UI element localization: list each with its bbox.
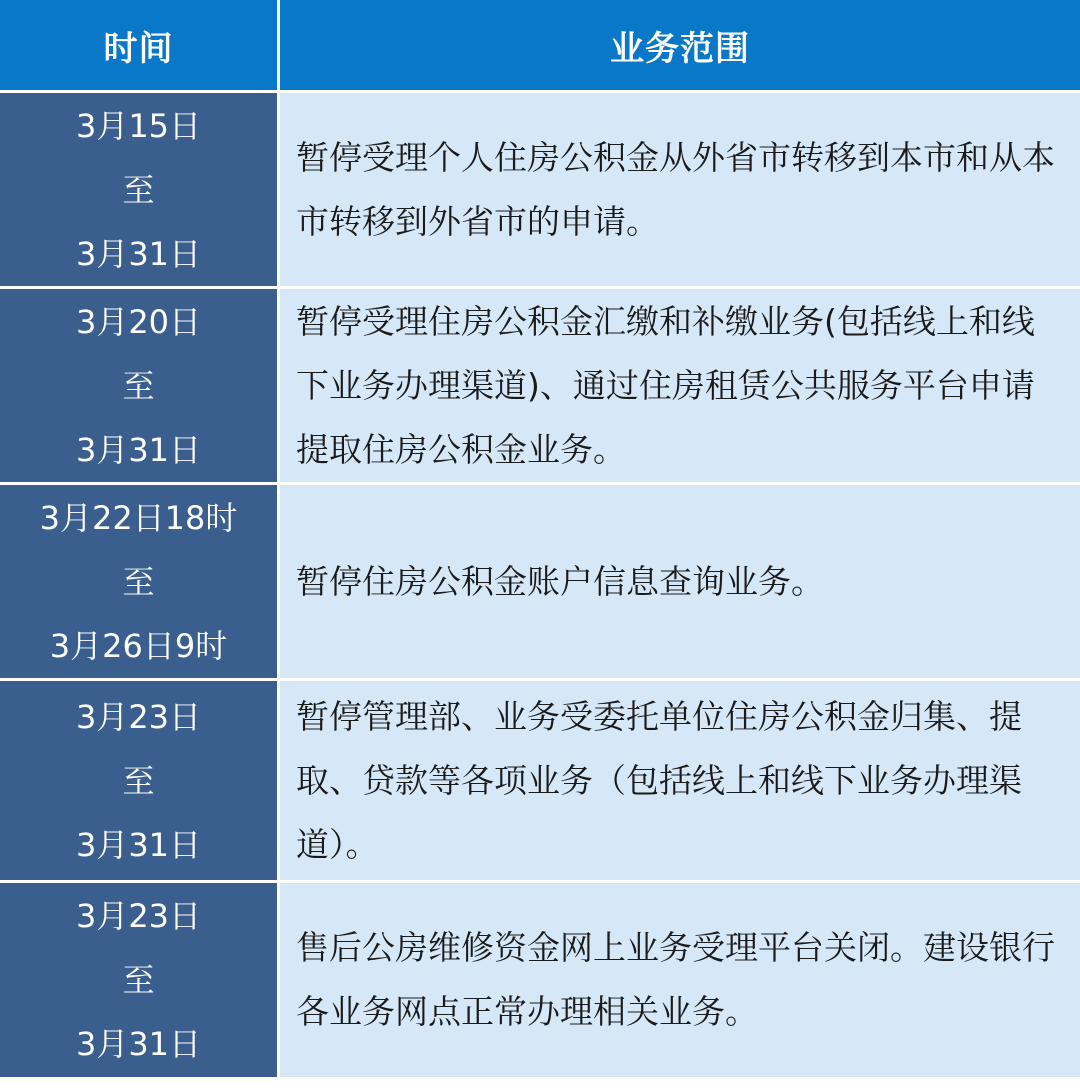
time-from: 3月23日 [75,897,202,935]
table-row [0,485,1080,678]
scope-text: 暂停受理个人住房公积金从外省市转移到本市和从本市转移到外省市的申请。 [296,137,1055,241]
time-from: 3月23日 [75,697,202,736]
table-row [0,681,1080,880]
time-separator: 至 [122,761,155,800]
time-separator: 至 [122,961,155,999]
time-separator: 至 [122,170,155,209]
time-from: 3月22日18时 [39,498,238,537]
time-cell [0,485,277,678]
table-row [0,93,1080,286]
header-time: 时间 [0,0,277,90]
time-cell [0,93,277,286]
scope-cell [280,289,1080,482]
time-separator: 至 [122,562,155,601]
time-cell [0,289,277,482]
time-to: 3月31日 [75,234,202,273]
scope-text: 售后公房维修资金网上业务受理平台关闭。建设银行各业务网点正常办理相关业务。 [296,928,1055,1031]
table-header [0,0,1080,92]
scope-cell [280,681,1080,880]
scope-cell [280,93,1080,286]
time-cell [0,883,277,1077]
time-from: 3月20日 [75,302,202,341]
time-from: 3月15日 [75,106,202,145]
time-to: 3月31日 [75,430,202,469]
time-to: 3月31日 [75,825,202,864]
time-separator: 至 [122,366,155,405]
time-to: 3月26日9时 [49,626,228,665]
scope-text: 暂停受理住房公积金汇缴和补缴业务(包括线上和线下业务办理渠道)、通过住房租赁公共服务平台申请提取住房公积金业务。 [296,301,1035,469]
time-cell [0,681,277,880]
table-row [0,883,1080,1077]
scope-cell [280,883,1080,1077]
header-scope: 业务范围 [280,0,1080,90]
time-to: 3月31日 [75,1025,202,1063]
table-row [0,289,1080,482]
scope-cell [280,485,1080,678]
scope-text: 暂停住房公积金账户信息查询业务。 [296,561,824,601]
scope-text: 暂停管理部、业务受委托单位住房公积金归集、提取、贷款等各项业务（包括线上和线下业务办理渠道）。 [296,696,1022,864]
